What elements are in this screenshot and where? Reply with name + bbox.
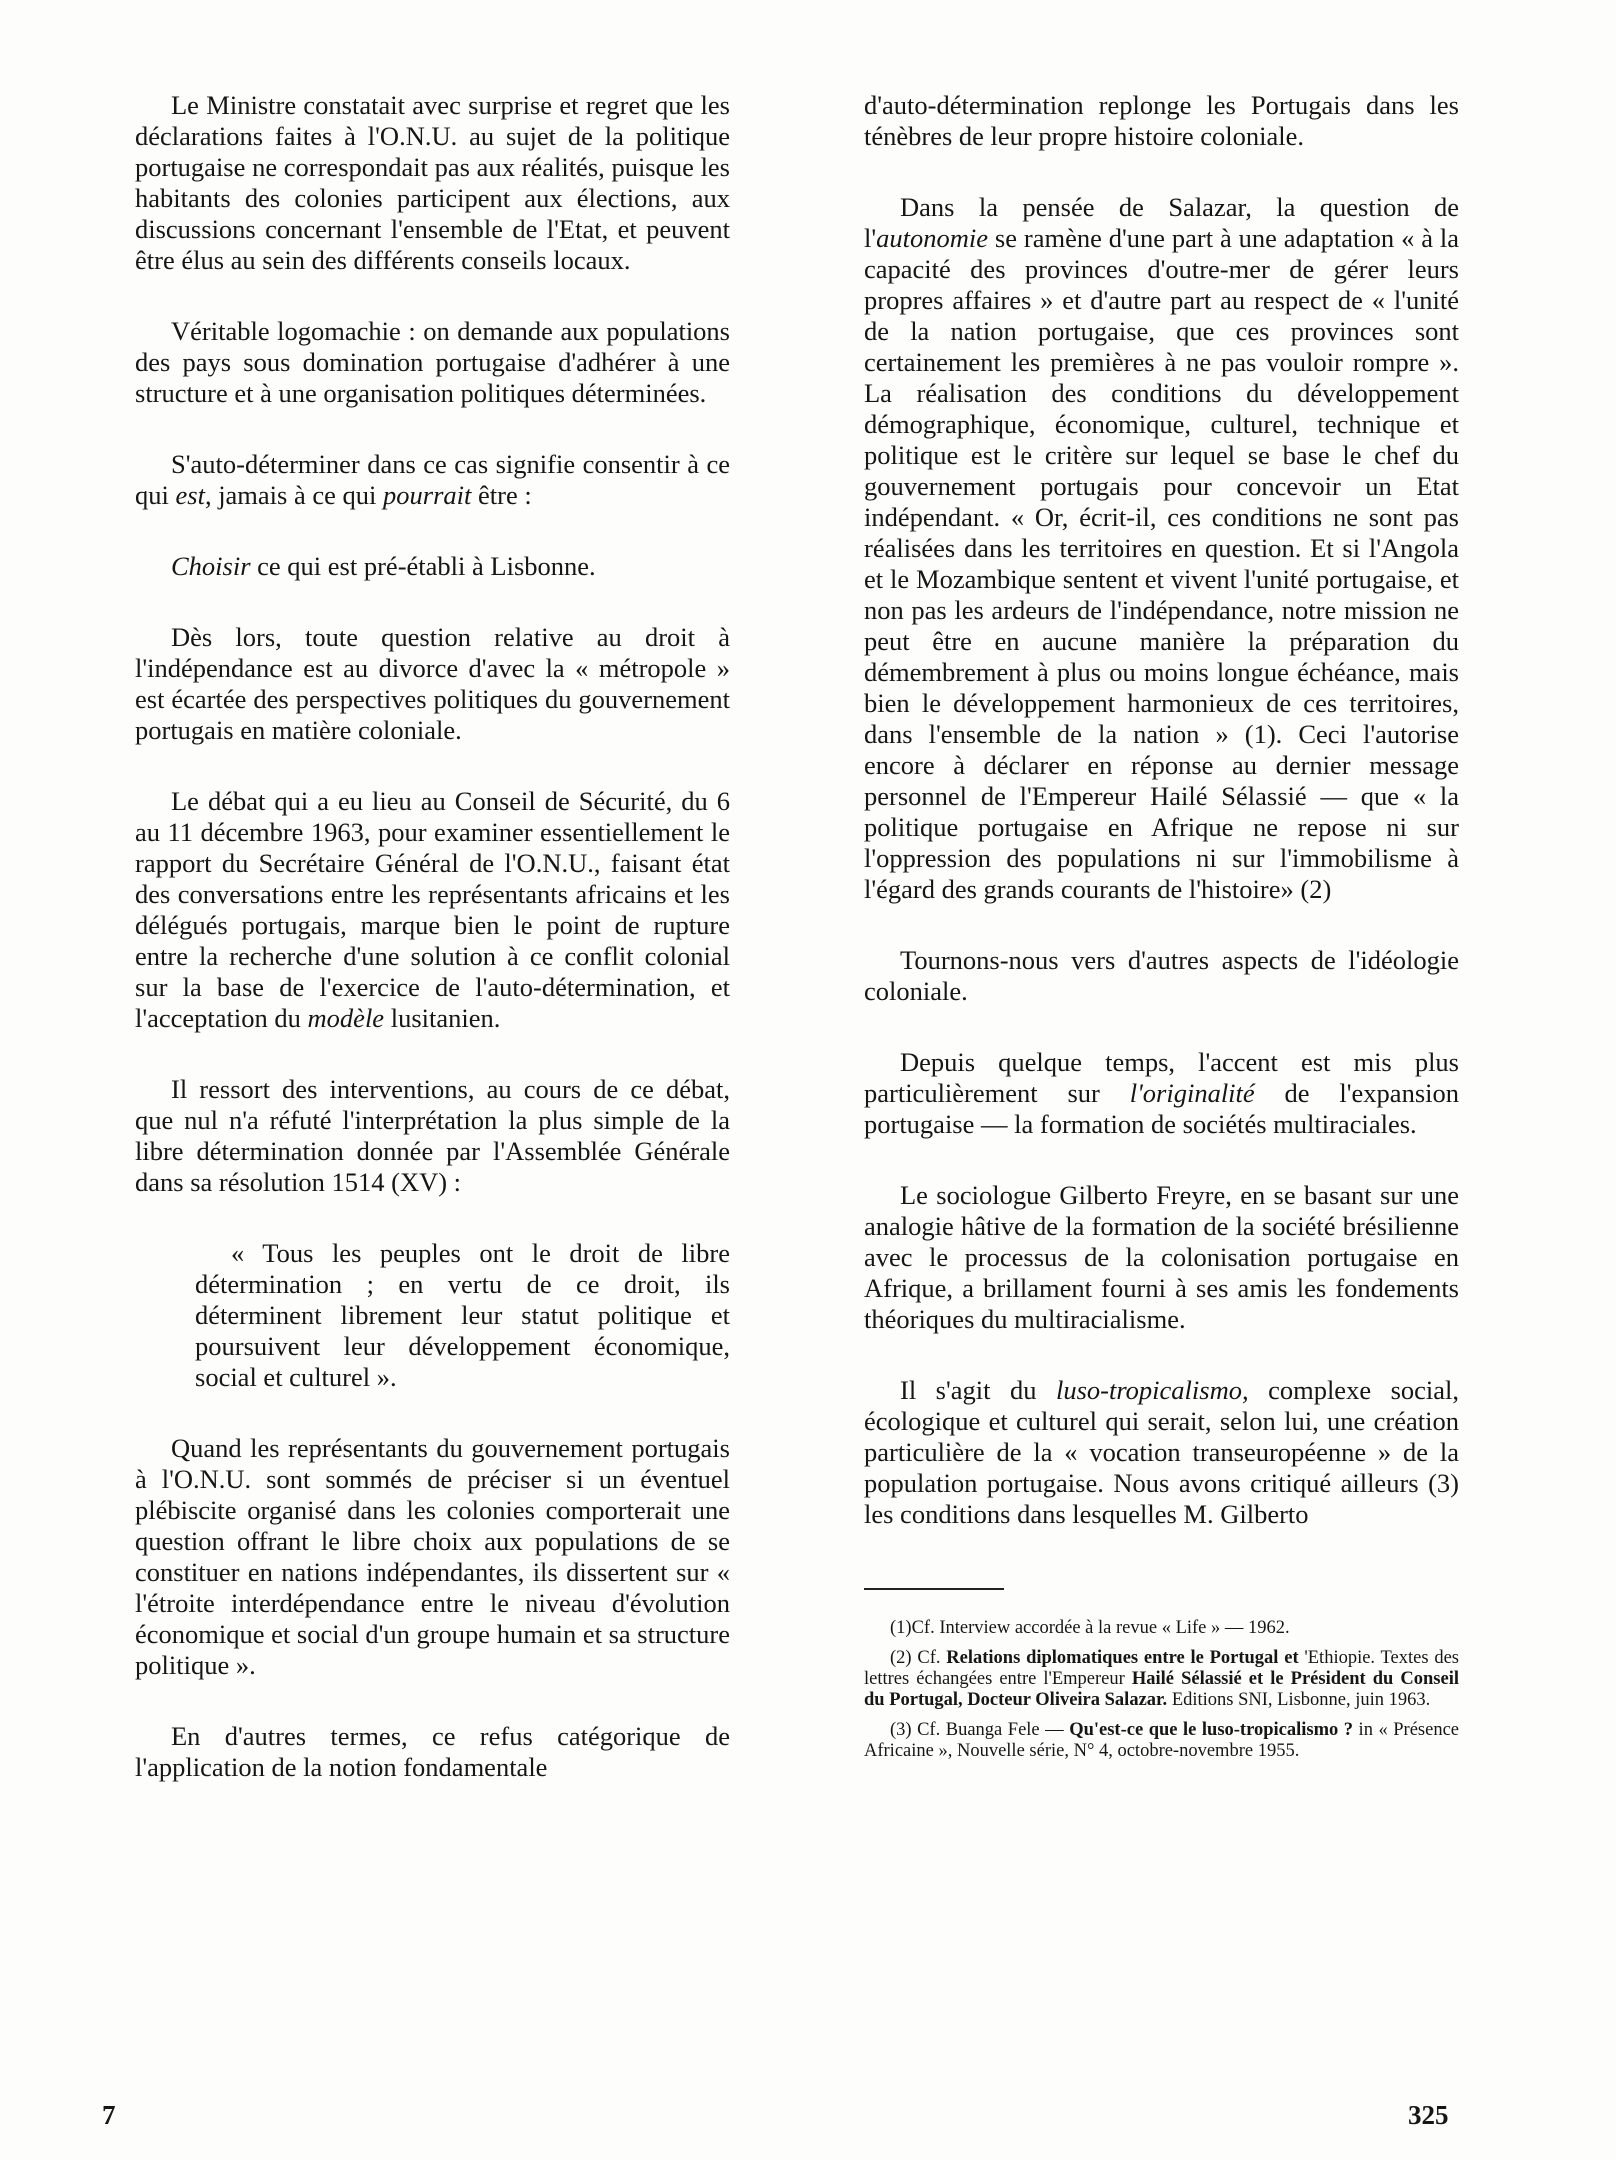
block-quote: « Tous les peuples ont le droit de libre détermination ; en vertu de ce droit, ils déterminent librement leur statut politique et poursuivent leur développement économique, social et culturel ».	[195, 1238, 730, 1392]
paragraph	[135, 551, 730, 582]
paragraph: Quand les représentants du gouvernement portugais à l'O.N.U. sont sommés de préciser si un éventuel plébiscite organisé dans les colonies comporterait une question offrant le libre choix aux populations de se constituer en nations indépendantes, ils dissertent sur « l'étroite interdépendance entre le niveau d'évolution économique et social d'un groupe humain et sa structure politique ».	[135, 1433, 730, 1680]
left-column	[135, 90, 730, 1823]
footnote-divider	[864, 1588, 1004, 1590]
emphasis: autonomie	[876, 223, 989, 253]
paragraph	[135, 786, 730, 1034]
footnote-3	[864, 1720, 1459, 1762]
paragraph	[864, 192, 1459, 905]
emphasis: modèle	[307, 1003, 385, 1033]
text-run: (2) Cf.	[890, 1648, 947, 1668]
text-run: Il s'agit du	[900, 1375, 1056, 1405]
text-run: de l'expansion portugaise — la formation de sociétés multiraciales.	[864, 1078, 1459, 1139]
page-number-right: 325	[1408, 2100, 1449, 2130]
text-run: être :	[471, 480, 532, 510]
emphasis: l'originalité	[1129, 1078, 1255, 1108]
paragraph: d'auto-détermination replonge les Portugais dans les ténèbres de leur propre histoire coloniale.	[864, 90, 1459, 151]
text-run: Le débat qui a eu lieu au Conseil de Sécurité, du 6 au 11 décembre 1963, pour examiner essentiellement le rapport du Secrétaire Général de l'O.N.U., faisant état des conversations entre les représentants africains et les délégués portugais, marque bien le point de rupture entre la recherche d'une solution à ce conflit colonial sur la base de l'exercice de l'auto-détermination, et l'acceptation du	[135, 786, 730, 1033]
text-run: , jamais à ce qui	[204, 480, 384, 510]
bold-text: Hailé Sélassié et le Président du Conseil du Portugal, Docteur Oliveira Salazar.	[864, 1669, 1459, 1710]
paragraph	[864, 1375, 1459, 1530]
text-run: 'Ethiopie. Textes des lettres échangées entre l'Empereur	[864, 1648, 1459, 1689]
page-number-left: 7	[102, 2100, 116, 2130]
emphasis: est	[175, 480, 205, 510]
text-run: Depuis quelque temps, l'accent est mis plus particulièrement sur	[864, 1047, 1459, 1108]
footnote-2	[864, 1648, 1459, 1711]
bold-text: Qu'est-ce que le luso-tropicalismo ?	[1069, 1720, 1354, 1740]
text-run: complexe social, écologique et culturel qui serait, selon lui, une création particulière de la « vocation transeuropéenne » de la population portugaise. Nous avons critiqué ailleurs (3) les conditions dans lesquelles M. Gilberto	[864, 1375, 1460, 1529]
text-run: (3) Cf. Buanga Fele —	[890, 1720, 1070, 1740]
paragraph: En d'autres termes, ce refus catégorique de l'application de la notion fondamentale	[135, 1721, 730, 1782]
text-run: S'auto-déterminer dans ce cas signifie consentir à ce qui	[135, 449, 730, 510]
emphasis: Choisir	[171, 551, 251, 581]
emphasis: pourrait	[383, 480, 472, 510]
paragraph	[135, 449, 730, 511]
emphasis: luso-tropicalismo,	[1055, 1375, 1249, 1405]
paragraph: Le sociologue Gilberto Freyre, en se basant sur une analogie hâtive de la formation de la société brésilienne avec le processus de la colonisation portugaise en Afrique, a brillament fourni à ses amis les fondements théoriques du multiracialisme.	[864, 1180, 1459, 1334]
footnote-1: (1)Cf. Interview accordée à la revue « Life » — 1962.	[890, 1618, 1290, 1638]
text-run: lusitanien.	[384, 1003, 501, 1033]
paragraph: Tournons-nous vers d'autres aspects de l'idéologie coloniale.	[864, 945, 1459, 1006]
paragraph: Véritable logomachie : on demande aux populations des pays sous domination portugaise d'adhérer à une structure et à une organisation politiques déterminées.	[135, 316, 730, 408]
text-run: ce qui est pré-établi à Lisbonne.	[250, 551, 596, 581]
text-run: Dans la pensée de Salazar, la question de l'	[864, 192, 1459, 253]
bold-text: Relations diplomatiques entre le Portugal et	[946, 1648, 1299, 1668]
text-run: se ramène d'une part à une adaptation « à la capacité des provinces d'outre-mer de gérer leurs propres affaires » et d'autre part au respect de « l'unité de la nation portugaise, que ces provinces sont certainement les premières à ne pas vouloir rompre ». La réalisation des conditions du développement démographique, économique, culturel, technique et politique est le critère sur lequel se base le chef du gouvernement portugais pour concevoir un Etat indépendant. « Or, écrit-il, ces conditions ne sont pas réalisées dans les territoires en question. Et si l'Angola et le Mozambique sentent et vivent l'unité portugaise, et non pas les ardeurs de l'indépendance, notre mission ne peut être en aucune manière la préparation du démembrement à plus ou moins longue échéance, mais bien le développement harmonieux de ces territoires, dans l'ensemble de la nation » (1). Ceci l'autorise encore à déclarer en réponse au dernier message personnel de l'Empereur Hailé Sélassié — que « la politique portugaise en Afrique ne repose ni sur l'oppression des populations ni sur l'immobilisme à l'égard des grands courants de l'histoire» (2)	[864, 223, 1459, 904]
paragraph	[864, 1047, 1459, 1140]
text-run: in « Présence Africaine », Nouvelle série, N° 4, octobre-novembre 1955.	[864, 1720, 1459, 1761]
paragraph: Il ressort des interventions, au cours de ce débat, que nul n'a réfuté l'interprétation la plus simple de la libre détermination donnée par l'Assemblée Générale dans sa résolution 1514 (XV) :	[135, 1074, 730, 1197]
paragraph: Dès lors, toute question relative au droit à l'indépendance est au divorce d'avec la « métropole » est écartée des perspectives politiques du gouvernement portugais en matière coloniale.	[135, 622, 730, 745]
paragraph: Le Ministre constatait avec surprise et regret que les déclarations faites à l'O.N.U. au sujet de la politique portugaise ne correspondait pas aux réalités, puisque les habitants des colonies participent aux élections, aux discussions concernant l'ensemble de l'Etat, et peuvent être élus au sein des différents conseils locaux.	[135, 90, 730, 275]
right-column	[864, 90, 1459, 1771]
text-run: Editions SNI, Lisbonne, juin 1963.	[1167, 1690, 1431, 1710]
